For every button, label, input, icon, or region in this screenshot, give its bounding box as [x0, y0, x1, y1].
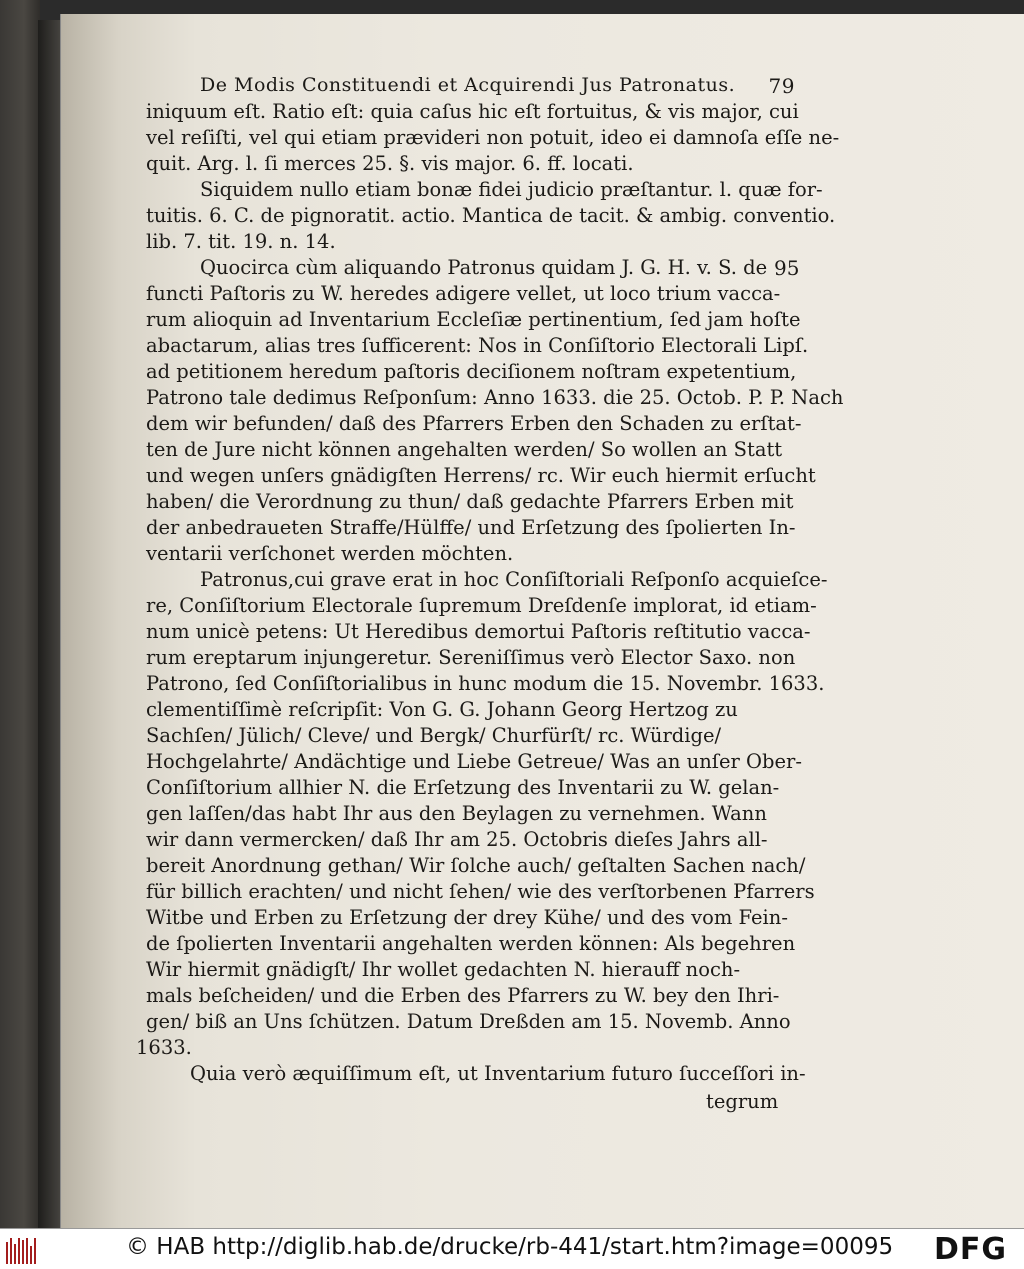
- text-line: bereit Anordnung gethan/ Wir ſolche auch/ geſtalten Sachen nach/: [146, 854, 806, 877]
- text-line: Sachſen/ Jülich/ Cleve/ und Bergk/ Churfürſt/ rc. Würdige/: [146, 724, 722, 747]
- page-number: 79: [768, 74, 795, 98]
- dfg-logo: DFG: [934, 1232, 1008, 1267]
- text-line: tegrum: [706, 1090, 779, 1113]
- text-line: Wir hiermit gnädigſt/ Ihr wollet gedachten N. hierauff noch-: [146, 958, 741, 981]
- text-line: abactarum, alias tres ſufficerent: Nos in Conſiſtorio Electorali Lipſ.: [146, 334, 809, 357]
- text-line: Conſiſtorium allhier N. die Erſetzung des Inventarii zu W. gelan-: [146, 776, 780, 799]
- text-line: wir dann vermercken/ daß Ihr am 25. Octobris dieſes Jahrs all-: [146, 828, 768, 851]
- text-line: de ſpolierten Inventarii angehalten werden können: Als begehren: [146, 932, 796, 955]
- text-line: clementiſſimè reſcripſit: Von G. G. Johann Georg Hertzog zu: [146, 698, 738, 721]
- text-line: functi Paſtoris zu W. heredes adigere vellet, ut loco trium vacca-: [146, 282, 781, 305]
- text-line: gen laſſen/das habt Ihr aus den Beylagen zu vernehmen. Wann: [146, 802, 767, 825]
- text-line: rum alioquin ad Inventarium Eccleſiæ pertinentium, ſed jam hoſte: [146, 308, 801, 331]
- running-title: De Modis Constituendi et Acquirendi Jus Patronatus.: [200, 74, 736, 96]
- margin-note: 95: [774, 256, 800, 280]
- text-line: ad petitionem heredum paſtoris deciſionem noſtram expetentium,: [146, 360, 797, 383]
- text-line: Patronus,cui grave erat in hoc Conſiſtoriali Reſponſo acquieſce-: [200, 568, 828, 591]
- text-line: Hochgelahrte/ Andächtige und Liebe Getreue/ Was an unſer Ober-: [146, 750, 802, 773]
- text-line: dem wir befunden/ daß des Pfarrers Erben den Schaden zu erſtat-: [146, 412, 802, 435]
- text-line: haben/ die Verordnung zu thun/ daß gedachte Pfarrers Erben mit: [146, 490, 794, 513]
- text-line: für billich erachten/ und nicht ſehen/ wie des verſtorbenen Pfarrers: [146, 880, 815, 903]
- text-line: vel reſiſti, vel qui etiam prævideri non potuit, ideo ei damnoſa eſſe ne-: [146, 126, 840, 149]
- hab-logo-icon: [6, 1234, 38, 1264]
- text-line: und wegen unſers gnädigſten Herrens/ rc. Wir euch hiermit erſucht: [146, 464, 816, 487]
- text-line: num unicè petens: Ut Heredibus demortui Paſtoris reſtitutio vacca-: [146, 620, 811, 643]
- text-line: Patrono tale dedimus Reſponſum: Anno 1633. die 25. Octob. P. P. Nach: [146, 386, 844, 409]
- text-line: lib. 7. tit. 19. n. 14.: [146, 230, 336, 253]
- text-line: tuitis. 6. C. de pignoratit. actio. Mantica de tacit. & ambig. conventio.: [146, 204, 836, 227]
- text-line: der anbedraueten Straffe/Hülffe/ und Erſetzung des ſpolierten In-: [146, 516, 796, 539]
- text-line: ventarii verſchonet werden möchten.: [146, 542, 514, 565]
- text-line: quit. Arg. l. ſi merces 25. §. vis major. 6. ff. locati.: [146, 152, 634, 175]
- running-header: [200, 74, 795, 98]
- text-line: mals beſcheiden/ und die Erben des Pfarrers zu W. bey den Ihri-: [146, 984, 780, 1007]
- text-line: Witbe und Erben zu Erſetzung der drey Kühe/ und des vom Fein-: [146, 906, 788, 929]
- citation-link[interactable]: © HAB http://diglib.hab.de/drucke/rb-441/start.htm?image=00095: [126, 1234, 894, 1260]
- text-line: 1633.: [136, 1036, 192, 1059]
- scan-edge: [0, 0, 40, 1228]
- text-line: Quocirca cùm aliquando Patronus quidam J. G. H. v. S. de: [200, 256, 768, 279]
- text-line: ten de Jure nicht können angehalten werden/ So wollen an Statt: [146, 438, 783, 461]
- text-line: re, Conſiſtorium Electorale ſupremum Dreſdenſe implorat, id etiam-: [146, 594, 817, 617]
- text-line: gen/ biß an Uns ſchützen. Datum Dreßden am 15. Novemb. Anno: [146, 1010, 791, 1033]
- text-line: Siquidem nullo etiam bonæ fidei judicio præſtantur. l. quæ for-: [200, 178, 823, 201]
- text-line: Quia verò æquiſſimum eſt, ut Inventarium futuro ſucceſſori in-: [190, 1062, 806, 1085]
- text-line: Patrono, ſed Conſiſtorialibus in hunc modum die 15. Novembr. 1633.: [146, 672, 825, 695]
- text-line: iniquum eſt. Ratio eſt: quia caſus hic eſt fortuitus, & vis major, cui: [146, 100, 799, 123]
- text-line: rum ereptarum injungeretur. Sereniſſimus verò Elector Saxo. non: [146, 646, 796, 669]
